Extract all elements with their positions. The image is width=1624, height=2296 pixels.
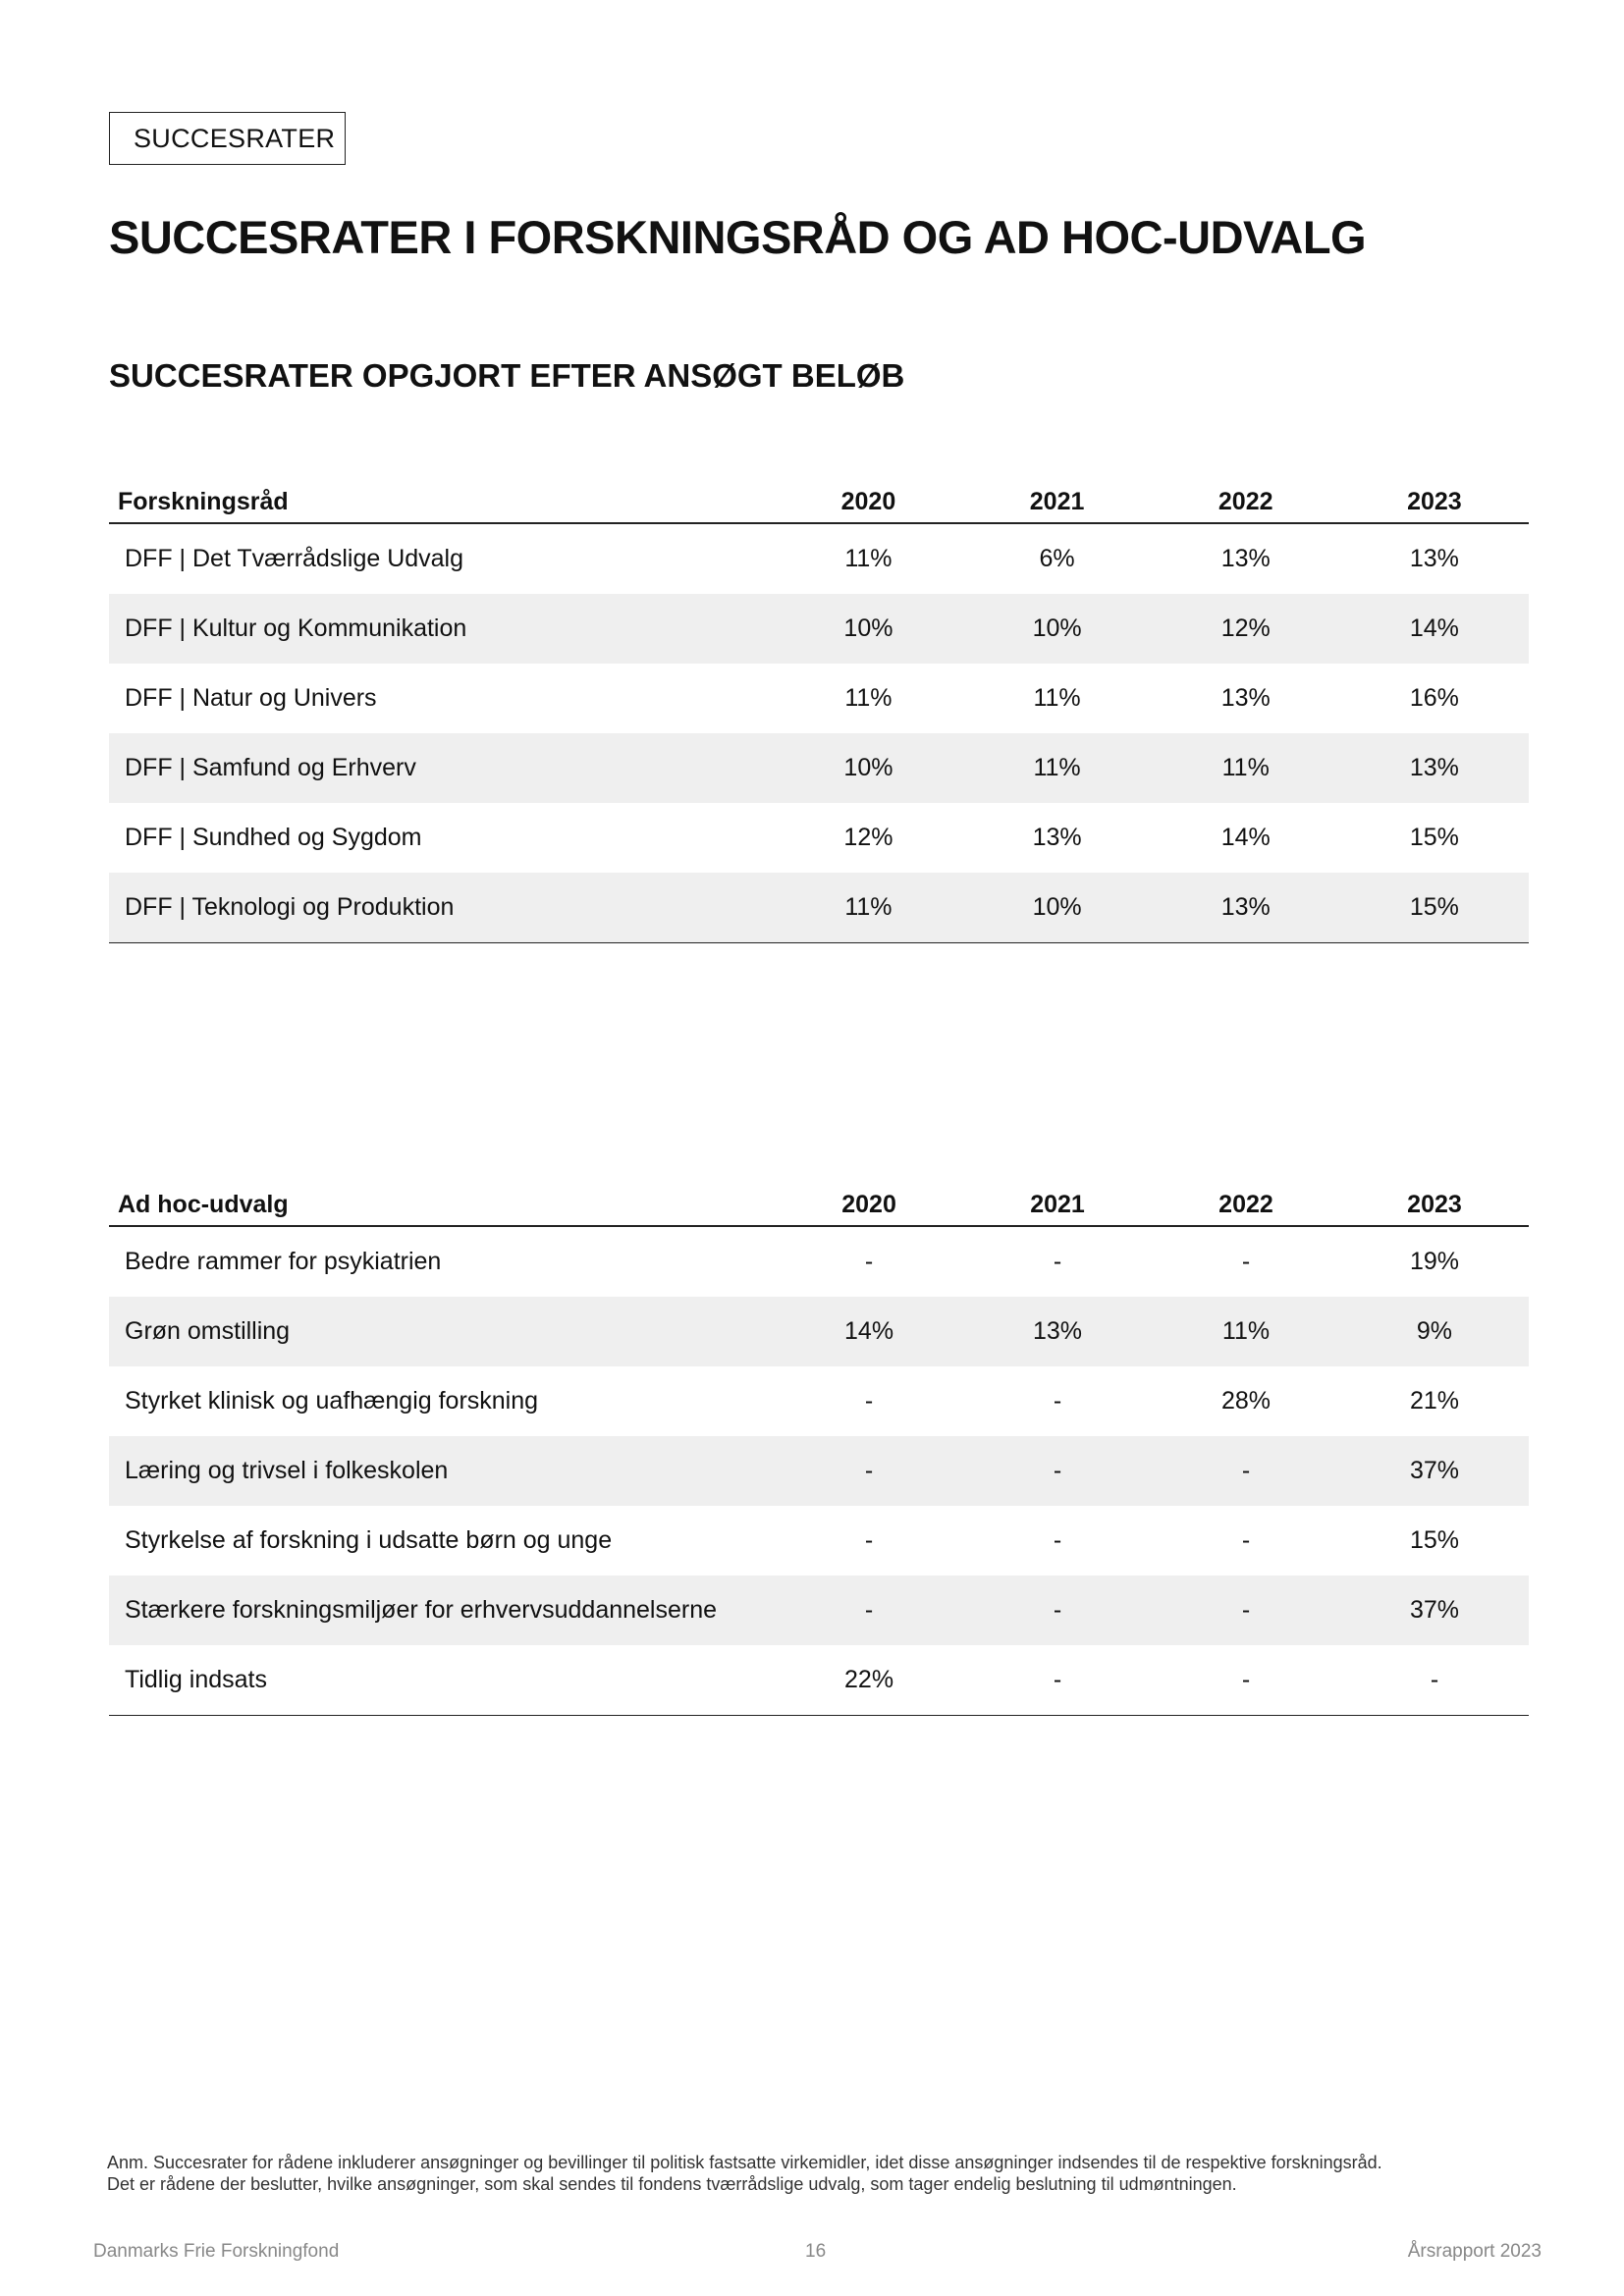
rate-2022: - xyxy=(1152,1645,1340,1716)
rate-2023: 13% xyxy=(1409,545,1459,572)
rate-2020: 22% xyxy=(775,1645,963,1716)
column-header-2023: 2023 xyxy=(1340,1184,1529,1226)
rate-2020: 14% xyxy=(775,1297,963,1366)
table-row xyxy=(109,523,1529,594)
rate-2021: 6% xyxy=(1039,545,1075,572)
table-row xyxy=(109,733,1529,803)
column-header-2020: 2020 xyxy=(775,1184,963,1226)
table-row xyxy=(109,1575,1529,1645)
row-label: DFF | Kultur og Kommunikation xyxy=(109,594,774,664)
rate-2021: - xyxy=(963,1575,1152,1645)
footer-report-title: Årsrapport 2023 xyxy=(1407,2241,1542,2262)
rate-2021: 10% xyxy=(963,594,1152,664)
rate-2020: - xyxy=(775,1575,963,1645)
rate-2022: 12% xyxy=(1152,594,1340,664)
rate-2022: 13% xyxy=(1220,545,1271,572)
column-header-2021: 2021 xyxy=(963,481,1152,523)
rate-2020: 10% xyxy=(774,594,962,664)
row-label: Bedre rammer for psykiatrien xyxy=(125,1248,442,1275)
table-header-row xyxy=(109,481,1529,523)
rate-2023: 16% xyxy=(1409,684,1459,712)
rate-2022: 11% xyxy=(1152,1297,1340,1366)
rate-2023: 37% xyxy=(1340,1436,1529,1506)
rate-2021: 11% xyxy=(963,733,1152,803)
rate-2020: - xyxy=(864,1526,874,1554)
table-header-row xyxy=(109,1184,1529,1226)
section-tag: SUCCESRATER xyxy=(109,112,346,165)
table-row xyxy=(109,1506,1529,1575)
table-row xyxy=(109,1297,1529,1366)
row-label: DFF | Sundhed og Sygdom xyxy=(125,824,422,851)
rate-2022: - xyxy=(1152,1575,1340,1645)
column-header-2021: 2021 xyxy=(963,1184,1152,1226)
footer-organization: Danmarks Frie Forskningfond xyxy=(93,2241,340,2262)
row-label: DFF | Natur og Univers xyxy=(125,684,377,712)
rate-2022: 13% xyxy=(1152,873,1340,943)
rate-2020: - xyxy=(775,1436,963,1506)
column-header-committee: Ad hoc-udvalg xyxy=(109,1184,775,1226)
rate-2022: 13% xyxy=(1220,684,1271,712)
rate-2023: 14% xyxy=(1340,594,1529,664)
table-row xyxy=(109,1366,1529,1436)
councils-success-rate-table xyxy=(109,481,1529,943)
rate-2021: - xyxy=(963,1436,1152,1506)
column-header-council: Forskningsråd xyxy=(109,481,774,523)
rate-2023: 15% xyxy=(1409,824,1459,851)
rate-2021: 10% xyxy=(963,873,1152,943)
rate-2021: - xyxy=(963,1645,1152,1716)
rate-2022: 14% xyxy=(1220,824,1271,851)
table-row xyxy=(109,1226,1529,1297)
page-title: SUCCESRATER I FORSKNINGSRÅD OG AD HOC-UDVALG xyxy=(109,211,1367,263)
row-label: Styrket klinisk og uafhængig forskning xyxy=(125,1387,539,1415)
column-header-2022: 2022 xyxy=(1152,1184,1340,1226)
column-header-2022: 2022 xyxy=(1152,481,1340,523)
table-row xyxy=(109,873,1529,943)
rate-2021: - xyxy=(1053,1526,1062,1554)
rate-2022: - xyxy=(1241,1526,1251,1554)
row-label: Læring og trivsel i folkeskolen xyxy=(109,1436,775,1506)
rate-2021: 13% xyxy=(963,1297,1152,1366)
rate-2022: 11% xyxy=(1152,733,1340,803)
rate-2020: 12% xyxy=(843,824,893,851)
rate-2023: - xyxy=(1340,1645,1529,1716)
row-label: Tidlig indsats xyxy=(109,1645,775,1716)
table-row xyxy=(109,1645,1529,1716)
rate-2020: - xyxy=(864,1387,874,1415)
rate-2020: - xyxy=(864,1248,874,1275)
rate-2023: 13% xyxy=(1340,733,1529,803)
adhoc-success-rate-table xyxy=(109,1184,1529,1716)
footnote xyxy=(107,2152,1531,2195)
footnote-line-1: Anm. Succesrater for rådene inkluderer ansøgninger og bevillinger til politisk fastsatte virkemidler, idet disse ansøgninger indsendes til de respektive forskningsråd. xyxy=(107,2153,1382,2172)
footer-page-number: 16 xyxy=(805,2241,827,2262)
rate-2023: 15% xyxy=(1409,1526,1459,1554)
column-header-2023: 2023 xyxy=(1340,481,1529,523)
rate-2020: 11% xyxy=(844,545,893,572)
row-label: DFF | Det Tværrådslige Udvalg xyxy=(125,545,464,572)
row-label: Grøn omstilling xyxy=(109,1297,775,1366)
rate-2022: - xyxy=(1241,1248,1251,1275)
rate-2021: 13% xyxy=(1032,824,1082,851)
rate-2023: 19% xyxy=(1409,1248,1459,1275)
rate-2023: 15% xyxy=(1340,873,1529,943)
table-row xyxy=(109,664,1529,733)
rate-2020: 10% xyxy=(774,733,962,803)
rate-2021: - xyxy=(1053,1248,1062,1275)
table-row xyxy=(109,594,1529,664)
row-label: Stærkere forskningsmiljøer for erhvervsuddannelserne xyxy=(109,1575,775,1645)
footnote-line-2: Det er rådene der beslutter, hvilke ansøgninger, som skal sendes til fondens tværrådslige udvalg, som tager endelig beslutning til udmøntningen. xyxy=(107,2174,1237,2194)
row-label: DFF | Teknologi og Produktion xyxy=(109,873,774,943)
rate-2020: 11% xyxy=(774,873,962,943)
rate-2021: - xyxy=(1053,1387,1062,1415)
table-row xyxy=(109,803,1529,873)
row-label: Styrkelse af forskning i udsatte børn og unge xyxy=(125,1526,613,1554)
rate-2023: 9% xyxy=(1340,1297,1529,1366)
row-label: DFF | Samfund og Erhverv xyxy=(109,733,774,803)
rate-2021: 11% xyxy=(1033,684,1081,712)
rate-2020: 11% xyxy=(844,684,893,712)
rate-2022: 28% xyxy=(1220,1387,1271,1415)
column-header-2020: 2020 xyxy=(774,481,962,523)
sub-title: SUCCESRATER OPGJORT EFTER ANSØGT BELØB xyxy=(109,357,905,394)
table-row xyxy=(109,1436,1529,1506)
rate-2023: 37% xyxy=(1340,1575,1529,1645)
rate-2023: 21% xyxy=(1409,1387,1459,1415)
rate-2022: - xyxy=(1152,1436,1340,1506)
